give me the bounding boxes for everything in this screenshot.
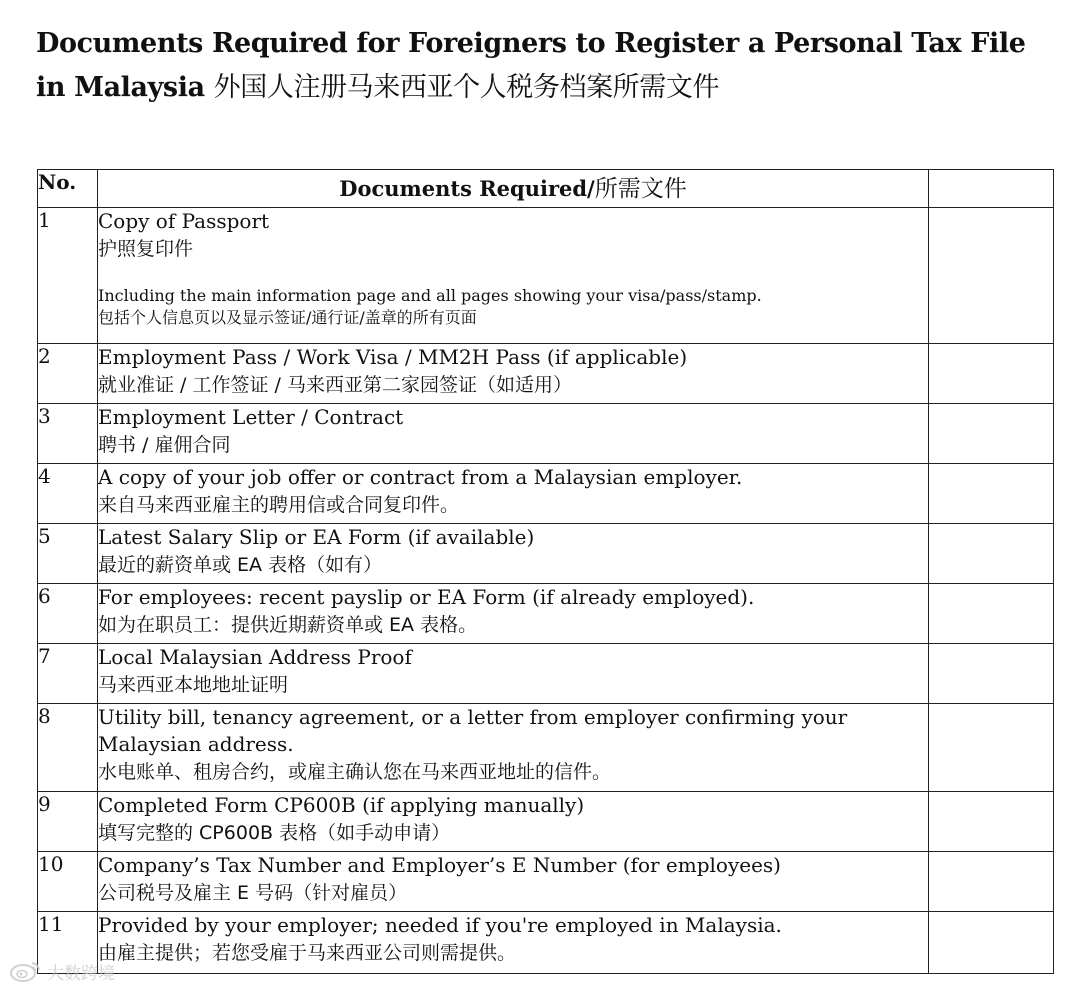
doc-zh: 来自马来西亚雇主的聘用信或合同复印件。: [98, 494, 460, 516]
page-title-en: Documents Required for Foreigners to Register a Personal Tax File in Malaysia: [36, 28, 1026, 103]
row-document: [98, 464, 929, 524]
row-number: 5: [38, 524, 98, 584]
doc-zh: 最近的薪资单或 EA 表格（如有）: [98, 554, 383, 576]
row-number: 2: [38, 344, 98, 404]
doc-zh: 如为在职员工：提供近期薪资单或 EA 表格。: [98, 614, 478, 636]
doc-en: Employment Letter / Contract: [98, 405, 404, 429]
row-document: [98, 912, 929, 974]
row-number: 1: [38, 208, 98, 344]
row-number: 7: [38, 644, 98, 704]
row-blank-cell: [929, 912, 1054, 974]
doc-zh: 护照复印件: [98, 238, 194, 260]
table-row: [38, 404, 1054, 464]
doc-zh: 聘书 / 雇佣合同: [98, 434, 231, 456]
row-blank-cell: [929, 524, 1054, 584]
doc-en: Latest Salary Slip or EA Form (if available): [98, 525, 535, 549]
row-blank-cell: [929, 792, 1054, 852]
row-document: [98, 644, 929, 704]
doc-en: Provided by your employer; needed if you're employed in Malaysia.: [98, 913, 782, 937]
documents-table: [37, 169, 1054, 974]
row-blank-cell: [929, 704, 1054, 792]
header-documents: [98, 170, 929, 208]
row-document: [98, 704, 929, 792]
row-blank-cell: [929, 344, 1054, 404]
doc-en: Employment Pass / Work Visa / MM2H Pass (if applicable): [98, 345, 688, 369]
row-number: 3: [38, 404, 98, 464]
doc-en: A copy of your job offer or contract from a Malaysian employer.: [98, 465, 743, 489]
doc-en: Copy of Passport: [98, 209, 270, 233]
row-blank-cell: [929, 584, 1054, 644]
table-row: [38, 464, 1054, 524]
table-row: [38, 792, 1054, 852]
row-document: [98, 792, 929, 852]
row-blank-cell: [929, 464, 1054, 524]
row-blank-cell: [929, 404, 1054, 464]
row-number: 6: [38, 584, 98, 644]
doc-zh: 由雇主提供；若您受雇于马来西亚公司则需提供。: [98, 942, 517, 964]
doc-note-en: Including the main information page and all pages showing your visa/pass/stamp.: [98, 286, 762, 305]
doc-note-zh: 包括个人信息页以及显示签证/通行证/盖章的所有页面: [98, 308, 477, 327]
doc-zh: 马来西亚本地地址证明: [98, 674, 289, 696]
table-row: [38, 344, 1054, 404]
row-document: [98, 524, 929, 584]
table-row: [38, 852, 1054, 912]
doc-en: Completed Form CP600B (if applying manually): [98, 793, 585, 817]
header-no: No.: [38, 170, 98, 208]
row-blank-cell: [929, 852, 1054, 912]
doc-zh: 就业准证 / 工作签证 / 马来西亚第二家园签证（如适用）: [98, 374, 572, 396]
watermark-text: 大数跨境: [47, 963, 115, 984]
weibo-logo-icon: [8, 959, 44, 983]
page-title-zh: 外国人注册马来西亚个人税务档案所需文件: [213, 72, 720, 103]
header-documents-en: Documents Required/: [339, 176, 595, 201]
doc-zh: 公司税号及雇主 E 号码（针对雇员）: [98, 882, 408, 904]
row-blank-cell: [929, 208, 1054, 344]
row-number: 8: [38, 704, 98, 792]
row-blank-cell: [929, 644, 1054, 704]
table-row: [38, 912, 1054, 974]
row-document: [98, 852, 929, 912]
doc-en: Utility bill, tenancy agreement, or a letter from employer confirming your Malaysian address.: [98, 705, 848, 756]
row-number: 10: [38, 852, 98, 912]
row-document: [98, 584, 929, 644]
row-number: 9: [38, 792, 98, 852]
page-title: [36, 22, 1046, 110]
table-row: [38, 208, 1054, 344]
row-number: 4: [38, 464, 98, 524]
doc-zh: 水电账单、租房合约，或雇主确认您在马来西亚地址的信件。: [98, 761, 612, 783]
header-documents-zh: 所需文件: [594, 176, 687, 202]
header-blank: [929, 170, 1054, 208]
doc-en: Company’s Tax Number and Employer’s E Number (for employees): [98, 853, 781, 877]
row-document: [98, 344, 929, 404]
doc-en: Local Malaysian Address Proof: [98, 645, 412, 669]
row-document: [98, 404, 929, 464]
table-header-row: [38, 170, 1054, 208]
row-document: [98, 208, 929, 344]
table-row: [38, 644, 1054, 704]
row-number: 11: [38, 912, 98, 974]
watermark: [8, 956, 115, 986]
table-row: [38, 704, 1054, 792]
table-row: [38, 584, 1054, 644]
doc-zh: 填写完整的 CP600B 表格（如手动申请）: [98, 822, 451, 844]
table-row: [38, 524, 1054, 584]
doc-en: For employees: recent payslip or EA Form (if already employed).: [98, 585, 755, 609]
